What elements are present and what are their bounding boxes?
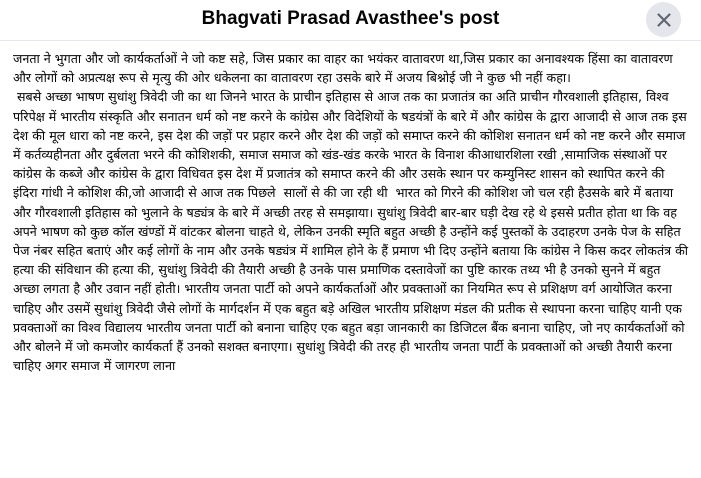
close-button[interactable] (646, 2, 681, 37)
close-icon (656, 12, 672, 28)
scrollbar[interactable] (693, 41, 701, 478)
dialog-title: Bhagvati Prasad Avasthee's post (201, 8, 500, 29)
post-dialog-header (0, 0, 701, 41)
post-content (13, 49, 693, 478)
post-paragraph: सबसे अच्छा भाषण सुधांशु त्रिवेदी जी का था जिनने भारत के प्राचीन इतिहास से आज तक का प्रजातंत्र का अति प्राचीन गौरवशाली इतिहास, विश्व परिपेक्ष में भारतीय संस्कृति और सनातन धर्म को नष्ट करने के कांग्रेस और विदेशियों के षडयंत्रों के बारे में और कांग्रेस के द्वारा आजादी से आज तक इस देश की मूल धारा को नष्ट करने, इस देश की जड़ों पर प्रहार करने और देश की जड़ों को समाप्त करने की कोशिश सनातन धर्म को नष्ट करने और समाज में कर्तव्यहीनता और दुर्बलता भरने की कोशिशकी, समाज समाज को खंड-खंड करके भारत के विनाश कीआधारशिला रखी ,सामाजिक संस्थाओं पर कांग्रेस के कब्जे और कांग्रेस के द्वारा विधिवत इस देश में प्रजातंत्र को समाप्त करने की और उसके स्थान पर कम्युनिस्ट शासन को स्थापित करने की इंदिरा गांधी ने कोशिश की,जो आजादी से आज तक पिछले सालों से की जा रही थी भारत को गिरने की कोशिश जो चल रही हैउसके बारे में बताया और गौरवशाली इतिहास को भुलाने के षड्यंत्र के बारे में अच्छी तरह से समझाया। सुधांशु त्रिवेदी बार-बार घड़ी देख रहे थे इससे प्रतीत होता था कि वह अपने भाषण को कुछ कॉल खंण्डों में वांटकर बोलना चाहते थे, लेकिन उनकी स्मृति बहुत अच्छी है उन्होंने कई पुस्तकों के उदाहरण उनके पेज के सहित पेज नंबर सहित बताएं और कई लोगों के नाम और उनके षड्यंत्र में शामिल होने के हैं प्रमाण भी दिए उन्होंने बताया कि कांग्रेस ने किस कदर लोकतंत्र की हत्या की संविधान की हत्या की, सुधांशु त्रिवेदी की तैयारी अच्छी है उनके पास प्रमाणिक दस्तावेजों का पुष्टि कारक तथ्य भी है उनको सुनने में बहुत अच्छा लगता है और उवान नहीं होती। भारतीय जनता पार्टी को अपने कार्यकर्ताओं और प्रवक्ताओं का नियमित रूप से प्रशिक्षण वर्ग आयोजित करना चाहिए और उसमें सुधांशु त्रिवेदी जैसे लोगों के मार्गदर्शन में एक बहुत बड़े अखिल भारतीय प्रशिक्षण मंडल की प्रतीक से स्थापना करना चाहिए यानी एक प्रवक्ताओं का विश्व विद्यालय भारतीय जनता पार्टी को बनाना चाहिए एक बहुत बड़ा जानकारी का डिजिटल बैंक बनाना चाहिए, जो नए कार्यकर्ताओं को और बोलने में जो कमजोर कार्यकर्ता हैं उनको सशक्त बनाएगा। सुधांशु त्रिवेदी की तरह ही भारतीय जनता पार्टी के प्रवक्ताओं को अच्छी तैयारी करना चाहिए अगर समाज में जागरण लाना (13, 89, 693, 374)
post-paragraph: जनता ने भुगता और जो कार्यकर्ताओं ने जो कष्ट सहे, जिस प्रकार का वाहर का भयंकर वातावरण था,जिस प्रकार का अनावश्यक हिंसा का वातावरण और लोगों को अप्रत्यक्ष रूप से मृत्यु की ओर धकेलना का वातावरण रहा उसके बारे में अजय बिश्नोई जी ने कुछ भी नहीं कहा। (13, 51, 677, 86)
